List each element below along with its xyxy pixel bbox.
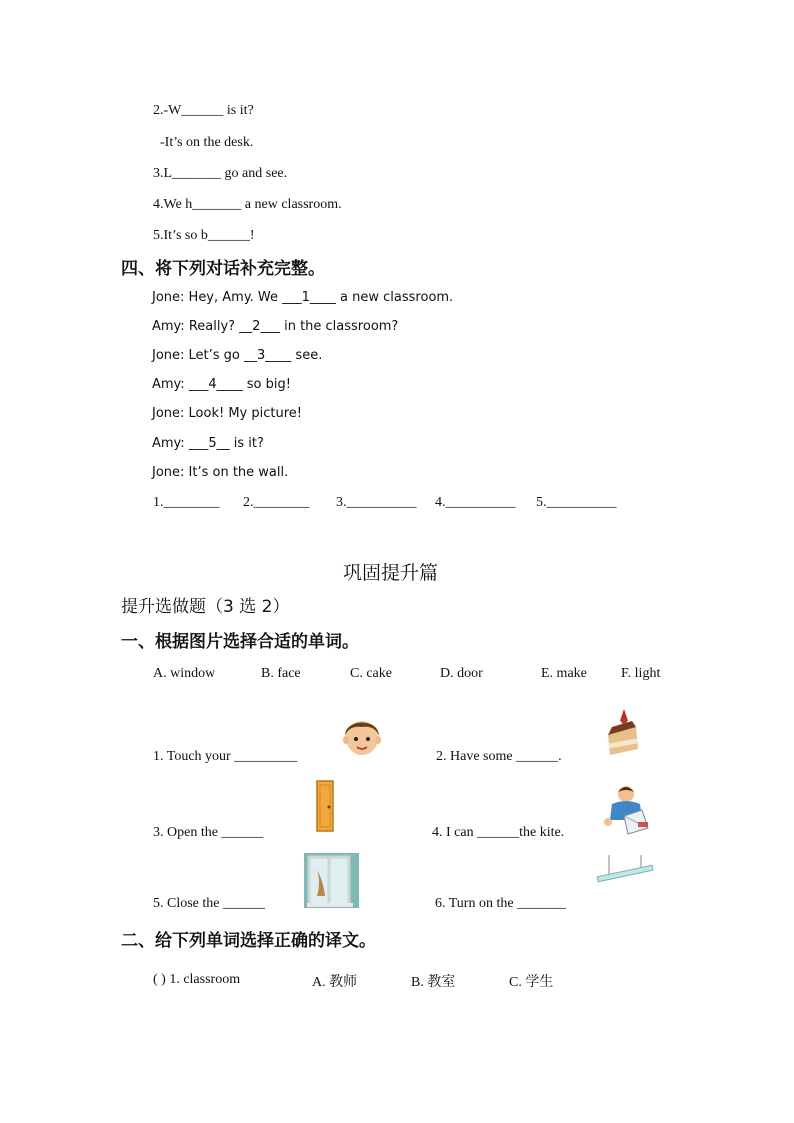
dialogue-line: Amy: Really? __2___ in the classroom? (152, 319, 399, 334)
door-icon (293, 775, 358, 843)
answer-blank: 3.__________ (336, 495, 417, 510)
answer-blank: 5.__________ (536, 495, 617, 510)
part-title: 巩固提升篇 (343, 562, 439, 584)
dialogue-line: Jone: Let’s go __3____ see. (152, 348, 323, 363)
q1-heading: 一、根据图片选择合适的单词。 (121, 632, 359, 652)
window-icon (303, 852, 360, 909)
boy-face-icon (326, 706, 403, 768)
cake-slice-icon (592, 705, 654, 767)
q2-option-b: B. 教室 (411, 975, 456, 990)
q2-option-a: A. 教师 (312, 975, 358, 990)
option-e: E. make (541, 666, 587, 681)
question-4: 4.We h_______ a new classroom. (153, 197, 342, 212)
picture-item-3: 3. Open the ______ (153, 825, 264, 840)
picture-item-1: 1. Touch your _________ (153, 749, 298, 764)
dialogue-line: Jone: Hey, Amy. We ___1____ a new classroom. (152, 290, 454, 305)
dialogue-line: Amy: ___4____ so big! (152, 377, 291, 392)
picture-item-4: 4. I can ______the kite. (432, 825, 565, 840)
question-3: 3.L_______ go and see. (153, 166, 288, 181)
dialogue-line: Jone: It’s on the wall. (152, 465, 289, 480)
option-d: D. door (440, 666, 483, 681)
section-4-heading: 四、将下列对话补充完整。 (121, 259, 325, 279)
option-b: B. face (261, 666, 301, 681)
boy-making-kite-icon (594, 782, 662, 842)
question-5: 5.It’s so b______! (153, 228, 255, 243)
picture-item-2: 2. Have some ______. (436, 749, 562, 764)
q2-option-c: C. 学生 (509, 975, 554, 990)
answer-2: -It’s on the desk. (160, 135, 254, 150)
answer-blank: 2.________ (243, 495, 310, 510)
picture-item-5: 5. Close the ______ (153, 896, 265, 911)
answer-blank: 1.________ (153, 495, 220, 510)
option-f: F. light (621, 666, 661, 681)
q2-heading: 二、给下列单词选择正确的译文。 (121, 931, 376, 951)
answer-blank: 4.__________ (435, 495, 516, 510)
option-c: C. cake (350, 666, 392, 681)
question-2: 2.-W______ is it? (153, 103, 254, 118)
dialogue-line: Amy: ___5__ is it? (152, 436, 264, 451)
option-a: A. window (153, 666, 216, 681)
part-subtitle: 提升选做题（3 选 2） (121, 597, 290, 617)
q2-item-1: ( ) 1. classroom (153, 972, 241, 987)
dialogue-line: Jone: Look! My picture! (152, 406, 302, 421)
picture-item-6: 6. Turn on the _______ (435, 896, 567, 911)
light-tube-icon (583, 851, 663, 911)
